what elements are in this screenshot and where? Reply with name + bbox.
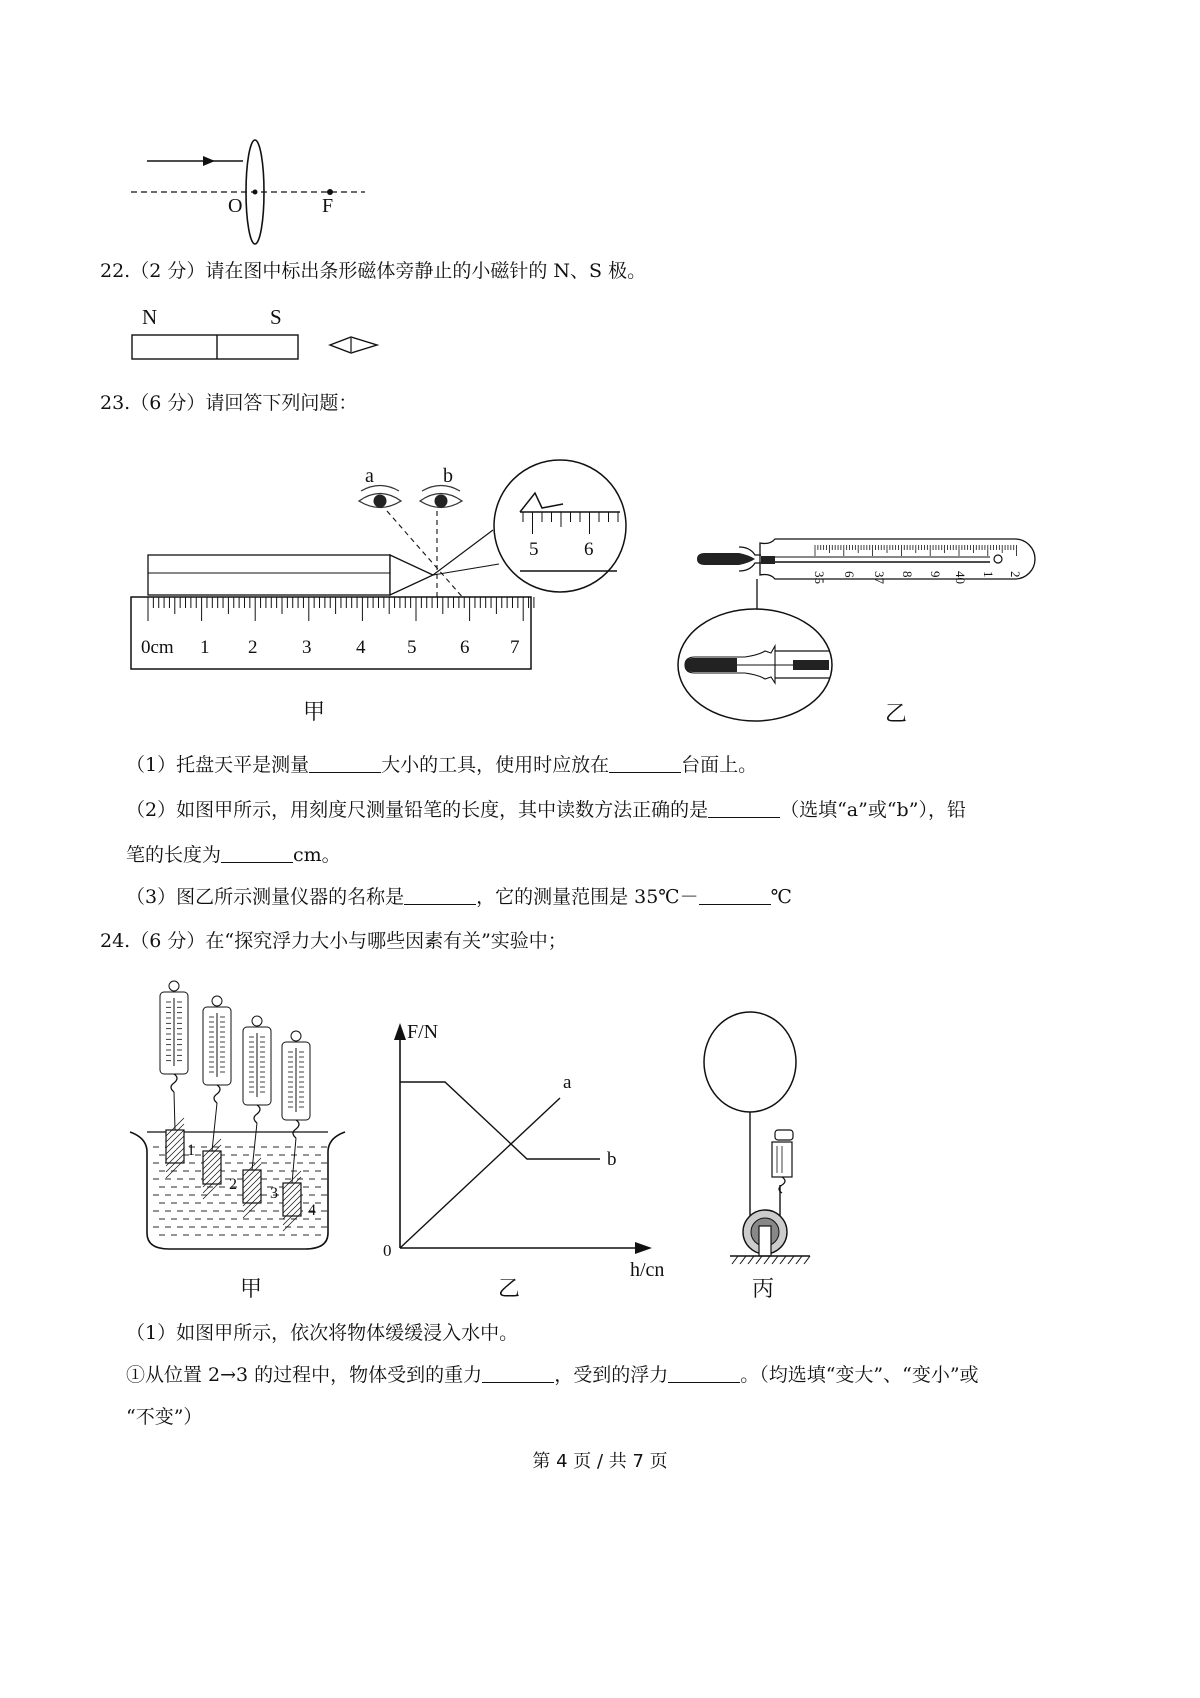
spring-scale-2 [203,996,231,1199]
q23-sub2-text-a: （2）如图甲所示，用刻度尺测量铅笔的长度，其中读数方法正确的是 [126,799,709,821]
lens-label-o: O [228,195,243,217]
thermo-label-41: 1 [981,571,996,578]
q23-sub3-blank2[interactable] [699,886,771,905]
fig24-bing-caption: 丙 [752,1277,775,1302]
q24-sub1-1-text-b: ，受到的浮力 [554,1364,669,1386]
ground-hatch-line [796,1256,802,1264]
q22-score: （2 分） [130,260,206,282]
eye-b-icon [420,486,462,508]
ruler-label-0: 0cm [141,637,174,658]
q22-text: 请在图中标出条形磁体旁静止的小磁针的 N、S 极。 [205,260,647,282]
ruler-label-2: 2 [248,637,258,658]
q24-gravity-blank[interactable] [482,1364,554,1383]
ruler-label-6: 6 [460,637,470,658]
q24-sub1-1-text-c: 。（均选填“变大”、“变小”或 [740,1364,979,1386]
hanging-string [174,1092,175,1130]
q23-sub1-blank2[interactable] [609,754,681,773]
force-depth-graph [375,1020,675,1285]
magnet-label-s: S [270,305,282,329]
scale-ring [169,981,179,991]
ruler-label-7: 7 [510,637,520,658]
q23-sub1-blank1[interactable] [309,754,381,773]
thermo-label-38: 8 [900,571,915,578]
fig24-jia-caption: 甲 [240,1277,263,1302]
position-label-2: 2 [229,1176,237,1193]
line-a [400,1098,560,1248]
thermo-label-35: 35 [812,571,827,584]
ruler-label-3: 3 [302,637,312,658]
magnet-label-n: N [142,305,158,329]
submerged-block [283,1183,301,1216]
q23-sub2-blank2[interactable] [221,844,293,863]
ruler-label-5: 5 [407,637,417,658]
spring-scale-3 [243,1016,271,1218]
fig23-yi-caption: 乙 [885,702,908,727]
position-label-1: 1 [187,1142,195,1159]
scale-hook [293,1120,299,1138]
scale-hook [254,1105,260,1123]
scale-ring [212,996,222,1006]
bar-magnet-figure [128,330,388,370]
spring-scale-4 [282,1031,310,1231]
q24-sub1-1-text-a: ①从位置 2→3 的过程中，物体受到的重力 [126,1364,483,1386]
q23-sub1-text-c: 台面上。 [681,754,758,776]
thermo-label-42: 2 [1008,571,1023,578]
q23-sub1 [126,752,757,778]
ground-hatch-line [788,1256,794,1264]
lens-label-f: F [322,195,334,217]
position-label-3: 3 [270,1185,278,1202]
q23-sub2 [126,797,966,823]
q23-line [100,390,357,416]
q23-sub2-blank1[interactable] [708,799,780,818]
q23-sub1-text-a: （1）托盘天平是测量 [126,754,310,776]
q22-line [100,258,646,284]
line-b-label: b [607,1149,617,1170]
ground-hatch-line [764,1256,770,1264]
ground-hatch-line [804,1256,810,1264]
thermo-label-40: 40 [953,571,968,584]
thermometer-figure [675,525,1055,725]
q23-text: 请回答下列问题： [205,392,358,414]
graph-ylabel: F/N [407,1021,439,1043]
balloon-pulley-figure [690,1000,840,1270]
thermo-label-37: 37 [872,571,887,584]
ground-hatch-line [748,1256,754,1264]
q24-sub1-1 [126,1362,979,1388]
q23-sub3-blank1[interactable] [404,886,476,905]
line-b [400,1082,600,1159]
q24-text: 在“探究浮力大小与哪些因素有关”实验中； [205,930,567,952]
eye-label-a: a [365,465,374,487]
submerged-block [203,1151,221,1184]
thermo-label-36: 6 [842,571,857,578]
spring-scale-1 [160,981,188,1178]
q23-sub1-text-b: 大小的工具，使用时应放在 [381,754,610,776]
ruler-label-4: 4 [356,637,366,658]
ground-hatch-line [732,1256,738,1264]
q23-sub2-cont [126,842,341,868]
lens-figure [125,130,385,250]
ground-hatch-line [780,1256,786,1264]
eye-a-icon [359,486,401,508]
eye-label-b: b [443,465,453,487]
q24-sub1: （1）如图甲所示，依次将物体缓缓浸入水中。 [126,1322,519,1344]
scale-ring [291,1031,301,1041]
zoom-tick-6: 6 [584,539,594,560]
q24-sub1-2: “不变”） [126,1406,203,1428]
scale-hook [214,1085,220,1103]
q22-number: 22. [100,260,131,282]
q24-buoyancy-blank[interactable] [668,1364,740,1383]
ground-hatch-line [756,1256,762,1264]
small-compass-needle [330,337,377,353]
q24-score: （6 分） [130,930,206,952]
spring-scale-water-figure [125,975,350,1260]
q23-sub2-text-c: 笔的长度为 [126,844,222,866]
line-a-label: a [563,1072,572,1093]
position-label-4: 4 [308,1202,316,1219]
q23-sub2-text-b: （选填“a”或“b”），铅 [780,799,966,821]
ground-hatch-line [740,1256,746,1264]
q23-score: （6 分） [130,392,206,414]
q23-sub2-text-d: cm。 [293,844,341,866]
ruler-label-1: 1 [200,637,210,658]
ruler-pencil-figure [125,460,645,690]
ground-hatch-line [772,1256,778,1264]
q24-line [100,928,567,954]
fig24-yi-caption: 乙 [498,1277,521,1302]
q24-number: 24. [100,930,131,952]
thermo-label-39: 9 [928,571,943,578]
graph-xlabel: h/cn [630,1259,665,1281]
q23-sub3-text-c: ℃ [770,886,792,908]
zoom-tick-5: 5 [529,539,539,560]
submerged-block [166,1130,184,1163]
fig23-jia-caption: 甲 [303,700,326,725]
scale-hook [171,1074,177,1092]
page-footer: 第 4 页 / 共 7 页 [532,1451,668,1472]
q23-sub3-text-a: （3）图乙所示测量仪器的名称是 [126,886,405,908]
scale-ring [252,1016,262,1026]
submerged-block [243,1170,261,1203]
graph-origin: 0 [383,1241,392,1260]
q23-sub3-text-b: ，它的测量范围是 35℃－ [476,886,699,908]
q23-number: 23. [100,392,131,414]
q23-sub3 [126,884,792,910]
